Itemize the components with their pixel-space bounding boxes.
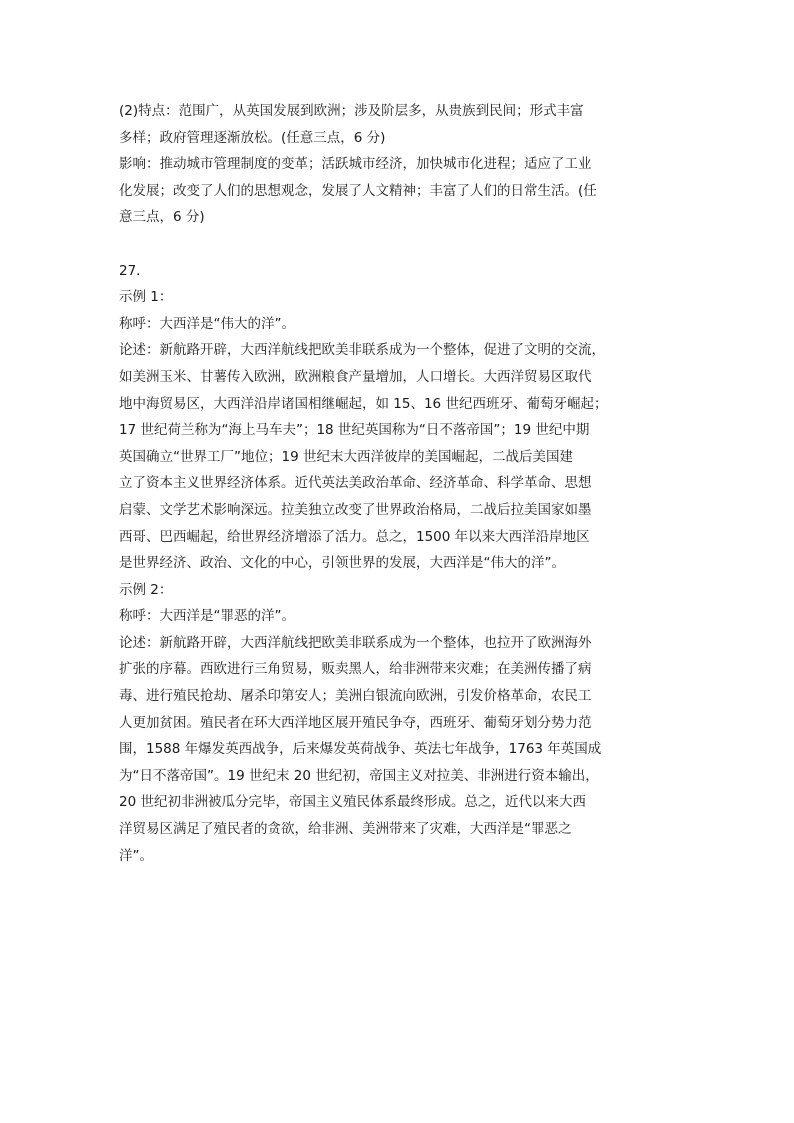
example-heading: 示例 2： <box>119 581 173 598</box>
text-line: 毒、进行殖民抢劫、屠杀印第安人；美洲白银流向欧洲，引发价格革命，农民工 <box>119 688 592 705</box>
text-line: 启蒙、文学艺术影响深远。拉美独立改变了世界政治格局，二战后拉美国家如墨 <box>119 501 592 518</box>
text-line: 西哥、巴西崛起，给世界经济增添了活力。总之，1500 年以来大西洋沿岸地区 <box>119 528 590 545</box>
text-line: 意三点，6 分) <box>119 209 205 226</box>
text-line: 为“日不落帝国”。19 世纪末 20 世纪初，帝国主义对拉美、非洲进行资本输出， <box>119 767 599 784</box>
text-line: 论述：新航路开辟，大西洋航线把欧美非联系成为一个整体，也拉开了欧洲海外 <box>119 634 592 651</box>
text-line: 化发展；改变了人们的思想观念，发展了人文精神；丰富了人们的日常生活。(任 <box>119 182 597 199</box>
text-line: (2)特点：范围广，从英国发展到欧洲；涉及阶层多，从贵族到民间；形式丰富 <box>119 103 584 119</box>
text-line: 是世界经济、政治、文化的中心，引领世界的发展，大西洋是“伟大的洋”。 <box>119 555 565 572</box>
text-line: 20 世纪初非洲被瓜分完毕，帝国主义殖民体系最终形成。总之，近代以来大西 <box>119 794 586 811</box>
text-line: 扩张的序幕。西欧进行三角贸易，贩卖黑人，给非洲带来灾难；在美洲传播了病 <box>119 661 592 678</box>
text-line: 如美洲玉米、甘薯传入欧洲，欧洲粮食产量增加，人口增长。大西洋贸易区取代 <box>119 368 592 385</box>
text-line: 洋贸易区满足了殖民者的贪欲，给非洲、美洲带来了灾难，大西洋是“罪恶之 <box>119 821 572 838</box>
text-line: 影响：推动城市管理制度的变革；活跃城市经济，加快城市化进程；适应了工业 <box>119 156 592 173</box>
text-line: 英国确立“世界工厂”地位；19 世纪末大西洋彼岸的美国崛起，二战后美国建 <box>119 448 573 465</box>
answer-text-body <box>119 98 679 869</box>
text-line: 多样；政府管理逐渐放松。(任意三点，6 分) <box>119 129 386 146</box>
text-line: 称呼：大西洋是“罪恶的洋”。 <box>119 608 295 625</box>
question-number: 27. <box>119 262 141 279</box>
text-line: 17 世纪荷兰称为“海上马车夫”；18 世纪英国称为“日不落帝国”；19 世纪中期 <box>119 422 590 439</box>
text-line: 围，1588 年爆发英西战争，后来爆发英荷战争、英法七年战争，1763 年英国成 <box>119 741 602 758</box>
text-line: 地中海贸易区，大西洋沿岸诸国相继崛起，如 15、16 世纪西班牙、葡萄牙崛起； <box>119 395 608 412</box>
text-line: 人更加贫困。殖民者在环大西洋地区展开殖民争夺，西班牙、葡萄牙划分势力范 <box>119 714 592 731</box>
blank-line <box>119 231 679 258</box>
text-line: 称呼：大西洋是“伟大的洋”。 <box>119 315 295 332</box>
text-line: 立了资本主义世界经济体系。近代英法美政治革命、经济革命、科学革命、思想 <box>119 475 592 492</box>
text-line: 洋”。 <box>119 847 153 864</box>
text-line: 论述：新航路开辟，大西洋航线把欧美非联系成为一个整体，促进了文明的交流， <box>119 342 605 359</box>
example-heading: 示例 1： <box>119 289 173 306</box>
